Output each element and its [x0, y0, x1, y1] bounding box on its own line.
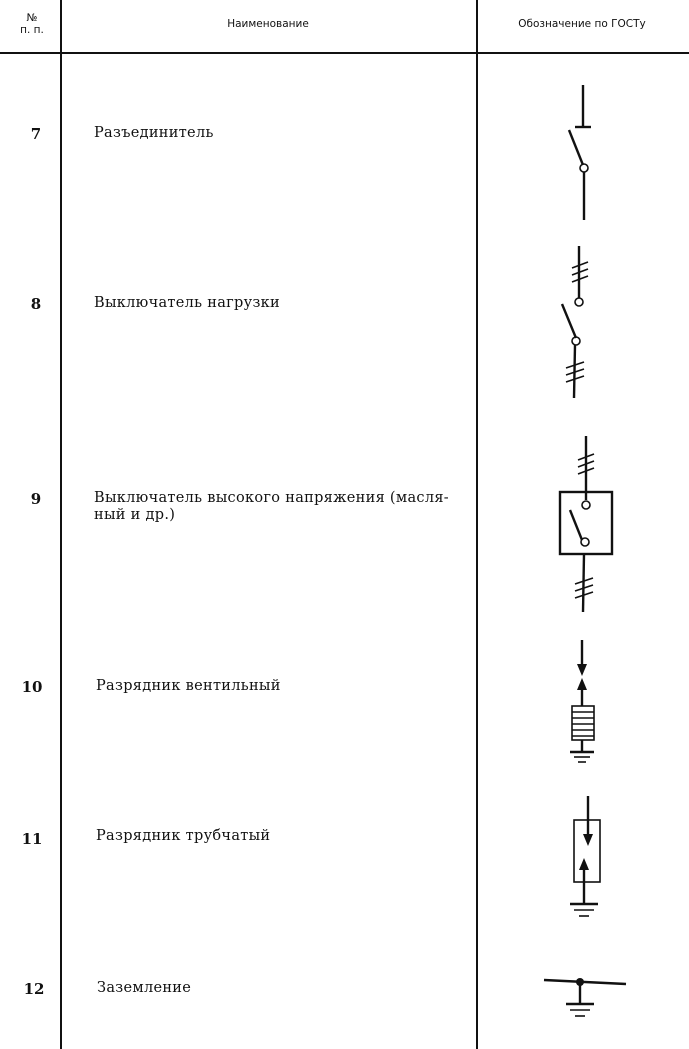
column-divider-right	[476, 0, 478, 1049]
header-designation: Обозначение по ГОСТу	[518, 18, 646, 30]
row-number: 10	[21, 678, 43, 696]
row-name: Разъединитель	[94, 125, 214, 141]
row-number: 7	[30, 125, 42, 143]
row-name: Выключатель нагрузки	[94, 295, 280, 311]
disconnector-icon	[555, 85, 605, 225]
row-number: 9	[30, 490, 42, 508]
valve-arrester-icon	[560, 640, 610, 770]
row-name: Выключатель высокого напряжения (масля- ный и др.)	[94, 490, 449, 523]
row-name: Разрядник вентильный	[96, 678, 281, 694]
header-name: Наименование	[227, 18, 309, 30]
grounding-icon	[542, 970, 632, 1030]
row-number: 8	[30, 295, 42, 313]
column-divider-left	[60, 0, 62, 1049]
header-number: № п. п.	[20, 12, 44, 36]
row-name: Заземление	[97, 980, 192, 996]
high-voltage-breaker-icon	[556, 436, 616, 616]
row-number: 11	[21, 830, 43, 848]
row-name: Разрядник трубчатый	[96, 828, 271, 844]
tube-arrester-icon	[562, 796, 612, 926]
header-rule	[0, 52, 689, 54]
row-number: 12	[23, 980, 45, 998]
load-switch-icon	[552, 246, 602, 401]
